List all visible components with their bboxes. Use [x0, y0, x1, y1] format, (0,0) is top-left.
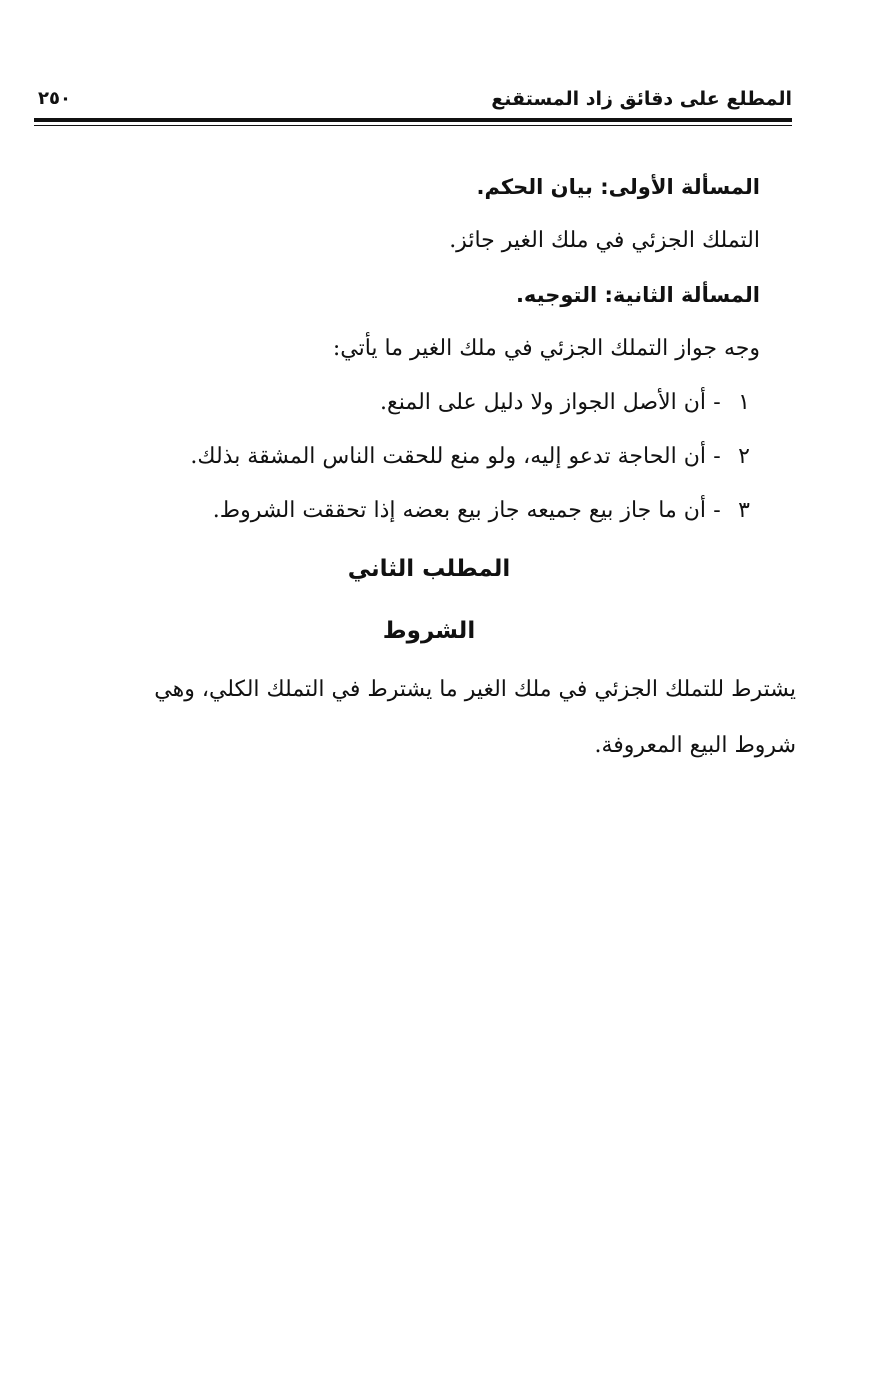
page-header [34, 84, 792, 114]
list-item-text: أن الحاجة تدعو إليه، ولو منع للحقت الناس المشقة بذلك. [190, 444, 706, 469]
list-item [38, 484, 760, 538]
chapter-title: المطلب الثاني [347, 556, 511, 582]
page-body [38, 160, 796, 774]
chapter-subtitle: الشروط [382, 618, 476, 644]
section-heading-justification: المسألة الثانية: التوجيه. [515, 283, 760, 307]
list-item-dash: - [713, 444, 721, 469]
list-item [38, 430, 760, 484]
list-item-text: أن ما جاز بيع جميعه جاز بيع بعضه إذا تحققت الشروط. [212, 498, 706, 523]
header-rule-thin [34, 125, 792, 126]
paragraph-line: يشترط للتملك الجزئي في ملك الغير ما يشترط في التملك الكلي، وهي [154, 677, 796, 702]
list-item-text: أن الأصل الجواز ولا دليل على المنع. [380, 390, 706, 415]
list-item-dash: - [713, 498, 721, 523]
conditions-paragraph [41, 662, 796, 774]
list-item-number: ١ [738, 390, 750, 415]
header-rule-thick [34, 118, 792, 122]
ruling-text: التملك الجزئي في ملك الغير جائز. [449, 228, 760, 253]
justification-intro: وجه جواز التملك الجزئي في ملك الغير ما يأتي: [332, 336, 760, 361]
list-item-dash: - [713, 390, 721, 415]
paragraph-line: شروط البيع المعروفة. [594, 733, 796, 758]
list-item [38, 376, 760, 430]
list-item-number: ٢ [738, 444, 750, 469]
section-heading-ruling: المسألة الأولى: بيان الحكم. [476, 175, 760, 199]
list-item-number: ٣ [738, 498, 750, 523]
running-title: المطلع على دقائق زاد المستقنع [491, 88, 792, 110]
page-number: ٢٥٠ [38, 88, 71, 109]
